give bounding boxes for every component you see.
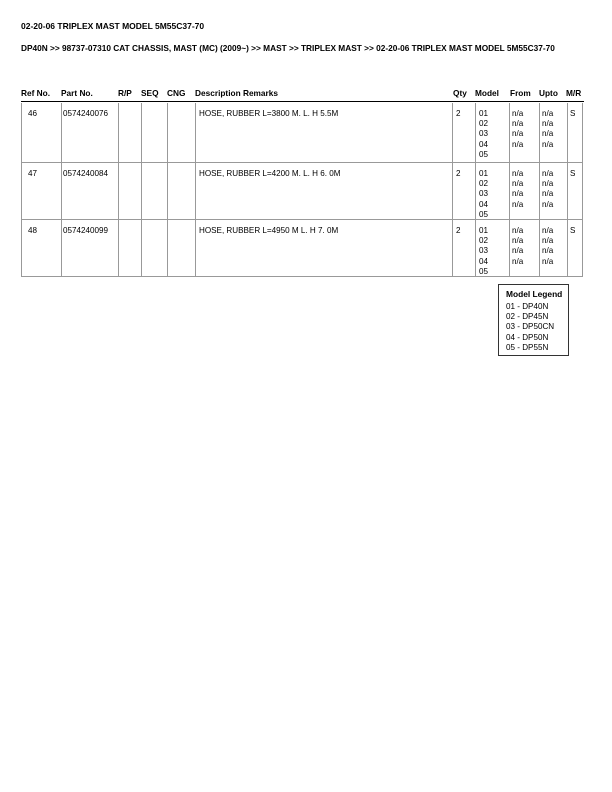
- qty-cell: 2: [456, 169, 461, 178]
- column-divider: [118, 103, 119, 162]
- column-divider: [141, 103, 142, 162]
- column-divider: [509, 103, 510, 162]
- col-model: Model: [475, 88, 499, 98]
- part-no-cell: 0574240076: [63, 109, 109, 118]
- column-divider: [567, 163, 568, 219]
- column-divider: [195, 220, 196, 276]
- table-row: [21, 163, 583, 220]
- column-divider: [452, 220, 453, 276]
- column-divider: [539, 103, 540, 162]
- legend-item: 02 - DP45N: [506, 312, 549, 322]
- description-cell: HOSE, RUBBER L=4950 M L. H 7. 0M: [199, 226, 339, 235]
- legend-list: [506, 302, 568, 353]
- page-title: 02-20-06 TRIPLEX MAST MODEL 5M55C37-70: [21, 21, 205, 31]
- table-row: [21, 220, 583, 277]
- legend-item: 03 - DP50CN: [506, 322, 555, 332]
- breadcrumb: DP40N >> 98737-07310 CAT CHASSIS, MAST (MC) (2009~) >> MAST >> TRIPLEX MAST >> 02-20-06 TRIPLEX MAST MODEL 5M55C37-70: [21, 43, 555, 53]
- column-divider: [475, 220, 476, 276]
- col-description: Description Remarks: [195, 88, 279, 98]
- from-cell: n/a n/a n/a n/a: [512, 226, 524, 266]
- column-divider: [509, 220, 510, 276]
- model-legend: [498, 284, 569, 356]
- from-cell: n/a n/a n/a n/a: [512, 169, 524, 209]
- qty-cell: 2: [456, 226, 461, 235]
- col-rp: R/P: [118, 88, 132, 98]
- upto-cell: n/a n/a n/a n/a: [542, 226, 554, 266]
- mr-cell: S: [570, 169, 576, 178]
- legend-item: 05 - DP55N: [506, 342, 549, 352]
- col-cng: CNG: [167, 88, 186, 98]
- model-cell: 01 02 03 04 05: [479, 109, 489, 159]
- column-divider: [195, 163, 196, 219]
- col-mr: M/R: [566, 88, 582, 98]
- col-from: From: [510, 88, 531, 98]
- col-part-no: Part No.: [61, 88, 93, 98]
- column-divider: [509, 163, 510, 219]
- column-divider: [539, 163, 540, 219]
- qty-cell: 2: [456, 109, 461, 118]
- table-row: [21, 103, 583, 163]
- column-divider: [452, 163, 453, 219]
- column-divider: [167, 163, 168, 219]
- col-upto: Upto: [539, 88, 558, 98]
- col-ref-no: Ref No.: [21, 88, 51, 98]
- legend-item: 01 - DP40N: [506, 302, 549, 311]
- legend-item: 04 - DP50N: [506, 332, 549, 342]
- column-divider: [539, 220, 540, 276]
- column-divider: [195, 103, 196, 162]
- column-divider: [567, 103, 568, 162]
- column-divider: [167, 220, 168, 276]
- ref-no-cell: 48: [28, 226, 38, 235]
- column-divider: [167, 103, 168, 162]
- ref-no-cell: 47: [28, 169, 38, 178]
- mr-cell: S: [570, 109, 576, 118]
- column-divider: [452, 103, 453, 162]
- upto-cell: n/a n/a n/a n/a: [542, 169, 554, 209]
- part-no-cell: 0574240084: [63, 169, 109, 178]
- column-divider: [475, 103, 476, 162]
- column-divider: [61, 163, 62, 219]
- from-cell: n/a n/a n/a n/a: [512, 109, 524, 149]
- col-seq: SEQ: [141, 88, 159, 98]
- ref-no-cell: 46: [28, 109, 38, 118]
- col-qty: Qty: [453, 88, 467, 98]
- description-cell: HOSE, RUBBER L=3800 M. L. H 5.5M: [199, 109, 339, 118]
- header-divider: [21, 101, 584, 102]
- column-divider: [61, 103, 62, 162]
- column-divider: [61, 220, 62, 276]
- part-no-cell: 0574240099: [63, 226, 109, 235]
- description-cell: HOSE, RUBBER L=4200 M. L. H 6. 0M: [199, 169, 341, 178]
- column-divider: [567, 220, 568, 276]
- model-cell: 01 02 03 04 05: [479, 226, 489, 276]
- legend-title: Model Legend: [506, 289, 563, 299]
- column-divider: [141, 220, 142, 276]
- upto-cell: n/a n/a n/a n/a: [542, 109, 554, 149]
- column-divider: [118, 220, 119, 276]
- column-divider: [141, 163, 142, 219]
- column-divider: [118, 163, 119, 219]
- column-divider: [475, 163, 476, 219]
- mr-cell: S: [570, 226, 576, 235]
- model-cell: 01 02 03 04 05: [479, 169, 489, 219]
